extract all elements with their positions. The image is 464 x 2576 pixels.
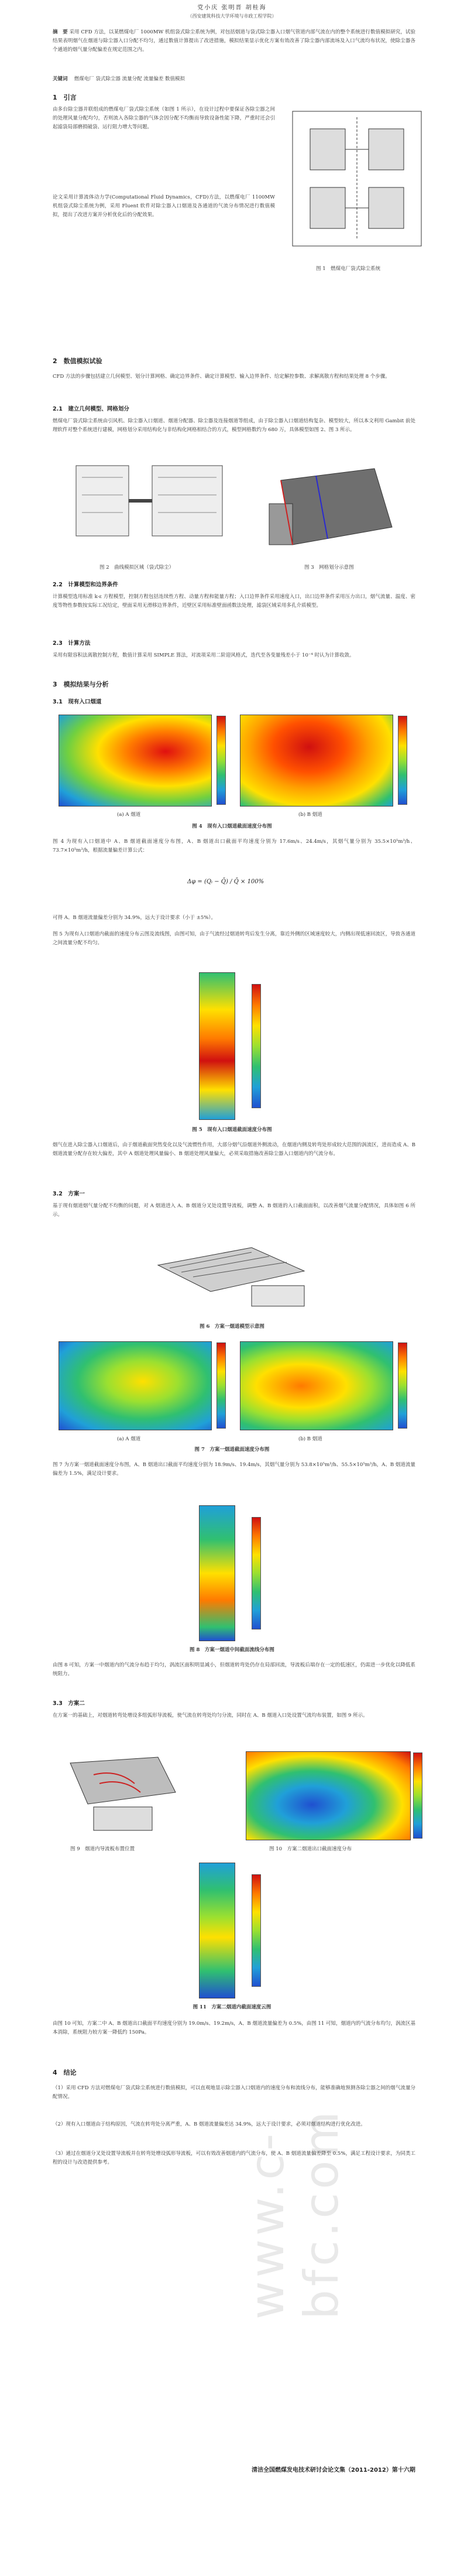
abstract <box>53 28 415 54</box>
sec1-p2: 论文采用计算流体动力学(Computational Fluid Dynamics，CFD)方法，以燃煤电厂 1100MW 机组袋式除尘系统为例，采用 Fluent 软件对除尘器入口烟道及各通道的气流分布情况进行数值模拟，提出了改进方案并分析优化后的分配效果。 <box>53 194 275 218</box>
abstract-text: 采用 CFD 方法，以某燃煤电厂 1000MW 机组袋式除尘系统为例，对包括烟道与袋式除尘器入口烟气管道内部气流在内的整个系统进行数值模拟研究，试验结果表明烟气在烟道与除尘器入口分配不均匀，通过数值计算提出了改进措施，模拟结果显示优化方案有效改善了除尘器内部流场及入口气流均布状况，使除尘器各个通道的烟气量分配偏差在规定范围之内。 <box>53 29 415 53</box>
section-4-title: 4 结论 <box>53 2069 77 2076</box>
figure-7-caption: 图 7 方案一烟道截面速度分布图 <box>194 1447 270 1453</box>
figure-2-caption: 图 2 曲线模拟区域（袋式除尘） <box>99 565 174 570</box>
keywords-text: 燃煤电厂 袋式除尘器 流量分配 流量偏差 数值模拟 <box>74 76 185 82</box>
sec3-p5: 图 5 为现有入口烟道内截面的速度分布云图及流线图，由图可知，由于气流经过烟道转弯后发生分离，靠近外侧的区域速度较大，内侧出现低速回流区，导致各通道之间流量分配不均匀。 <box>53 931 415 946</box>
subsection-3-3: 3.3 方案二 <box>53 1700 85 1707</box>
figure-4-caption: 图 4 现有入口烟道截面速度分布图 <box>192 824 272 829</box>
figure-4a-label: (a) A 烟道 <box>117 812 141 818</box>
sec1-p1: 由多台除尘器并联组成的燃煤电厂袋式除尘系统（如图 1 所示），在设计过程中要保证各除尘器之间的处理风量分配均匀，否则流入各除尘器的气体会因分配不均衡而导致设备性能下降，严重时还会引起滤袋局部磨损破袋、运行阻力增大等问题。 <box>53 107 275 130</box>
sec3-p8: 图 7 为方案一烟道截面速度分布图，A、B 烟道出口截面平均速度分别为 18.9m/s、19.4m/s，其烟气量分别为 53.8×10⁵m³/h、55.5×10⁵m³/h，A、B 烟道流量偏差为 1.5%，满足设计要求。 <box>53 1462 415 1477</box>
journal-footer: 清洁全国燃煤发电技术研讨会论文集（2011-2012）第十六期 <box>252 2467 415 2473</box>
section-3-title: 3 模拟结果与分析 <box>53 681 109 688</box>
figure-5-heatmap <box>199 972 235 1120</box>
figure-7b-label: (b) B 烟道 <box>298 1436 322 1442</box>
sec2-p1: CFD 方法的步骤包括建立几何模型、划分计算网格、确定边界条件、确定计算模型、输入边界条件、给定解控参数、求解离散方程和结果处理 8 个步骤。 <box>53 374 390 380</box>
conclusion-1: （1）采用 CFD 方法对燃煤电厂袋式除尘系统进行数值模拟，可以直观地显示除尘器入口烟道内的速度分布和流线分布，能够准确地预测各除尘器之间的烟气流量分配情况。 <box>53 2085 415 2100</box>
sec2-p23: 采用有限容积法离散控制方程，数值计算采用 SIMPLE 算法，对流项采用二阶迎风格式，迭代至各变量残差小于 10⁻⁴ 时认为计算收敛。 <box>53 652 355 658</box>
figure-7a-colorbar <box>216 1342 226 1429</box>
figure-9-caption: 图 9 烟道内导流板布置位置 <box>70 1846 135 1852</box>
subsection-3-2: 3.2 方案一 <box>53 1191 85 1197</box>
figure-5-colorbar <box>252 984 261 1108</box>
affiliation: （西安建筑科技大学环境与市政工程学院） <box>187 13 277 19</box>
figure-11-heatmap <box>199 1863 235 1998</box>
figure-4b-label: (b) B 烟道 <box>298 812 322 818</box>
authors: 党小庆 张明晋 胡桂海 <box>197 5 267 11</box>
figure-10-caption: 图 10 方案二烟道出口截面速度分布 <box>269 1846 352 1852</box>
subsection-3-1: 3.1 现有入口烟道 <box>53 699 102 705</box>
figure-3-caption: 图 3 网格划分示意图 <box>304 565 354 570</box>
sec2-p21: 燃煤电厂袋式除尘系统由引风机、除尘器入口烟道、烟道分配器、除尘器及连接烟道等组成，由于除尘器入口烟道结构复杂、模型较大，所以本文利用 Gambit 前处理软件对整个系统进行建模，网格划分采用结构化与非结构化网格相结合的方式，模型网格数约为 680 万，具体模型如图 2、图 3 所示。 <box>53 418 415 433</box>
figure-11-colorbar <box>252 1874 261 1987</box>
keywords <box>53 75 415 84</box>
sec3-p7: 基于现有烟道烟气量分配不均衡的问题，对 A 烟道进入 A、B 烟道分叉处设置导流板，调整 A、B 烟道的入口截面面积，以改善烟气流量分配情况，具体如图 6 所示。 <box>53 1203 415 1218</box>
subsection-2-2: 2.2 计算模型和边界条件 <box>53 582 118 588</box>
figure-5-caption: 图 5 现有入口烟道截面速度分布图 <box>192 1127 272 1133</box>
figure-8-heatmap <box>199 1505 235 1641</box>
figure-10-colorbar <box>413 1752 422 1839</box>
figure-4b-heatmap <box>240 715 393 807</box>
conclusion-2: （2）现有入口烟道由于结构原因，气流在转弯处分离严重，A、B 烟道流量偏差达 34.9%，远大于设计要求，必须对烟道结构进行优化改进。 <box>53 2121 366 2127</box>
section-2-title: 2 数值模拟试验 <box>53 357 102 365</box>
section-1-title: 1 引言 <box>53 94 77 101</box>
figure-4a-heatmap <box>59 715 212 807</box>
subsection-2-1: 2.1 建立几何模型、网格划分 <box>53 406 129 412</box>
sec3-p11: 由图 10 可知，方案二中 A、B 烟道出口截面平均速度分别为 19.0m/s、19.2m/s，A、B 烟道流量偏差为 0.5%，由图 11 可知，烟道内的气流分布均匀，涡流区基本消除，系统阻力较方案一降低约 150Pa。 <box>53 2021 415 2035</box>
keywords-label: 关键词 <box>53 76 68 82</box>
figure-10-heatmap <box>246 1751 411 1840</box>
deviation-formula: Δφ = (Qᵢ − Q̄) / Q̄ × 100% <box>187 879 264 885</box>
figure-2 <box>64 454 240 559</box>
figure-1-caption: 图 1 燃煤电厂袋式除尘系统 <box>316 266 381 272</box>
figure-1 <box>287 105 427 264</box>
figure-11-caption: 图 11 方案二烟道内截面速度云图 <box>193 2004 271 2010</box>
sec3-p4b: 可得 A、B 烟道流量偏差分别为 34.9%，远大于设计要求（小于 ±5%）。 <box>53 915 216 921</box>
watermark: www.c-bfc.com <box>240 2107 349 2319</box>
figure-6-caption: 图 6 方案一烟道模型示意图 <box>200 1324 264 1330</box>
figure-6 <box>135 1236 328 1318</box>
subsection-2-3: 2.3 计算方法 <box>53 640 91 647</box>
figure-9 <box>59 1751 187 1839</box>
sec3-p4: 图 4 为现有入口烟道中 A、B 烟道截面速度分布图，A、B 烟道出口截面平均速度分别为 17.6m/s、24.4m/s，其烟气量分别为 35.5×10⁵m³/h、73.7×10⁵m³/h，根据流量偏差计算公式： <box>53 839 415 853</box>
sec2-p22: 计算模型选用标准 k-ε 方程模型，控制方程包括连续性方程、动量方程和能量方程；入口边界条件采用速度入口，出口边界条件采用压力出口，烟气流量、温度、密度等物性参数按实际工况给定，壁面采用无滑移边界条件，近壁区采用标准壁面函数法处理，滤袋区域采用多孔介质模型。 <box>53 594 415 609</box>
figure-3 <box>257 457 404 562</box>
figure-8-caption: 图 8 方案一烟道中间截面流线分布图 <box>190 1647 274 1653</box>
figure-7a-label: (a) A 烟道 <box>117 1436 141 1442</box>
figure-4a-colorbar <box>216 716 226 805</box>
sec3-p10: 在方案一的基础上，对烟道转弯处增设多组弧形导流板，使气流在转弯处均匀分流，同时在 A、B 烟道入口处设置气流均布装置，如图 9 所示。 <box>53 1713 368 1719</box>
figure-7a-heatmap <box>59 1341 212 1430</box>
abstract-label: 摘 要 <box>53 29 68 35</box>
figure-7b-colorbar <box>398 1342 407 1429</box>
conclusion-3: （3）通过在烟道分叉处设置导流板并在转弯处增设弧形导流板，可以有效改善烟道内的气流分布，使 A、B 烟道流量偏差降至 0.5%，满足工程设计要求，为同类工程的设计与改造提供参考。 <box>53 2151 415 2165</box>
figure-4b-colorbar <box>398 716 407 805</box>
sec3-p6: 烟气在进入除尘器入口烟道后，由于烟道截面突然变化以及气流惯性作用，大部分烟气沿烟道外侧流动，在烟道内侧及转弯处形成较大范围的涡流区，进而造成 A、B 烟道流量分配存在较大偏差，其中 A 烟道处理风量偏小、B 烟道处理风量偏大，必须采取措施改善除尘器入口烟道内的气流分布。 <box>53 1142 415 1157</box>
figure-8-colorbar <box>252 1517 261 1629</box>
sec3-p9: 由图 8 可知，方案一中烟道内的气流分布趋于均匀，涡流区面积明显减小，但烟道转弯处仍存在局部回流，导流板后端存在一定的低速区，仍需进一步优化以降低系统阻力。 <box>53 1662 415 1677</box>
figure-7b-heatmap <box>240 1341 393 1430</box>
